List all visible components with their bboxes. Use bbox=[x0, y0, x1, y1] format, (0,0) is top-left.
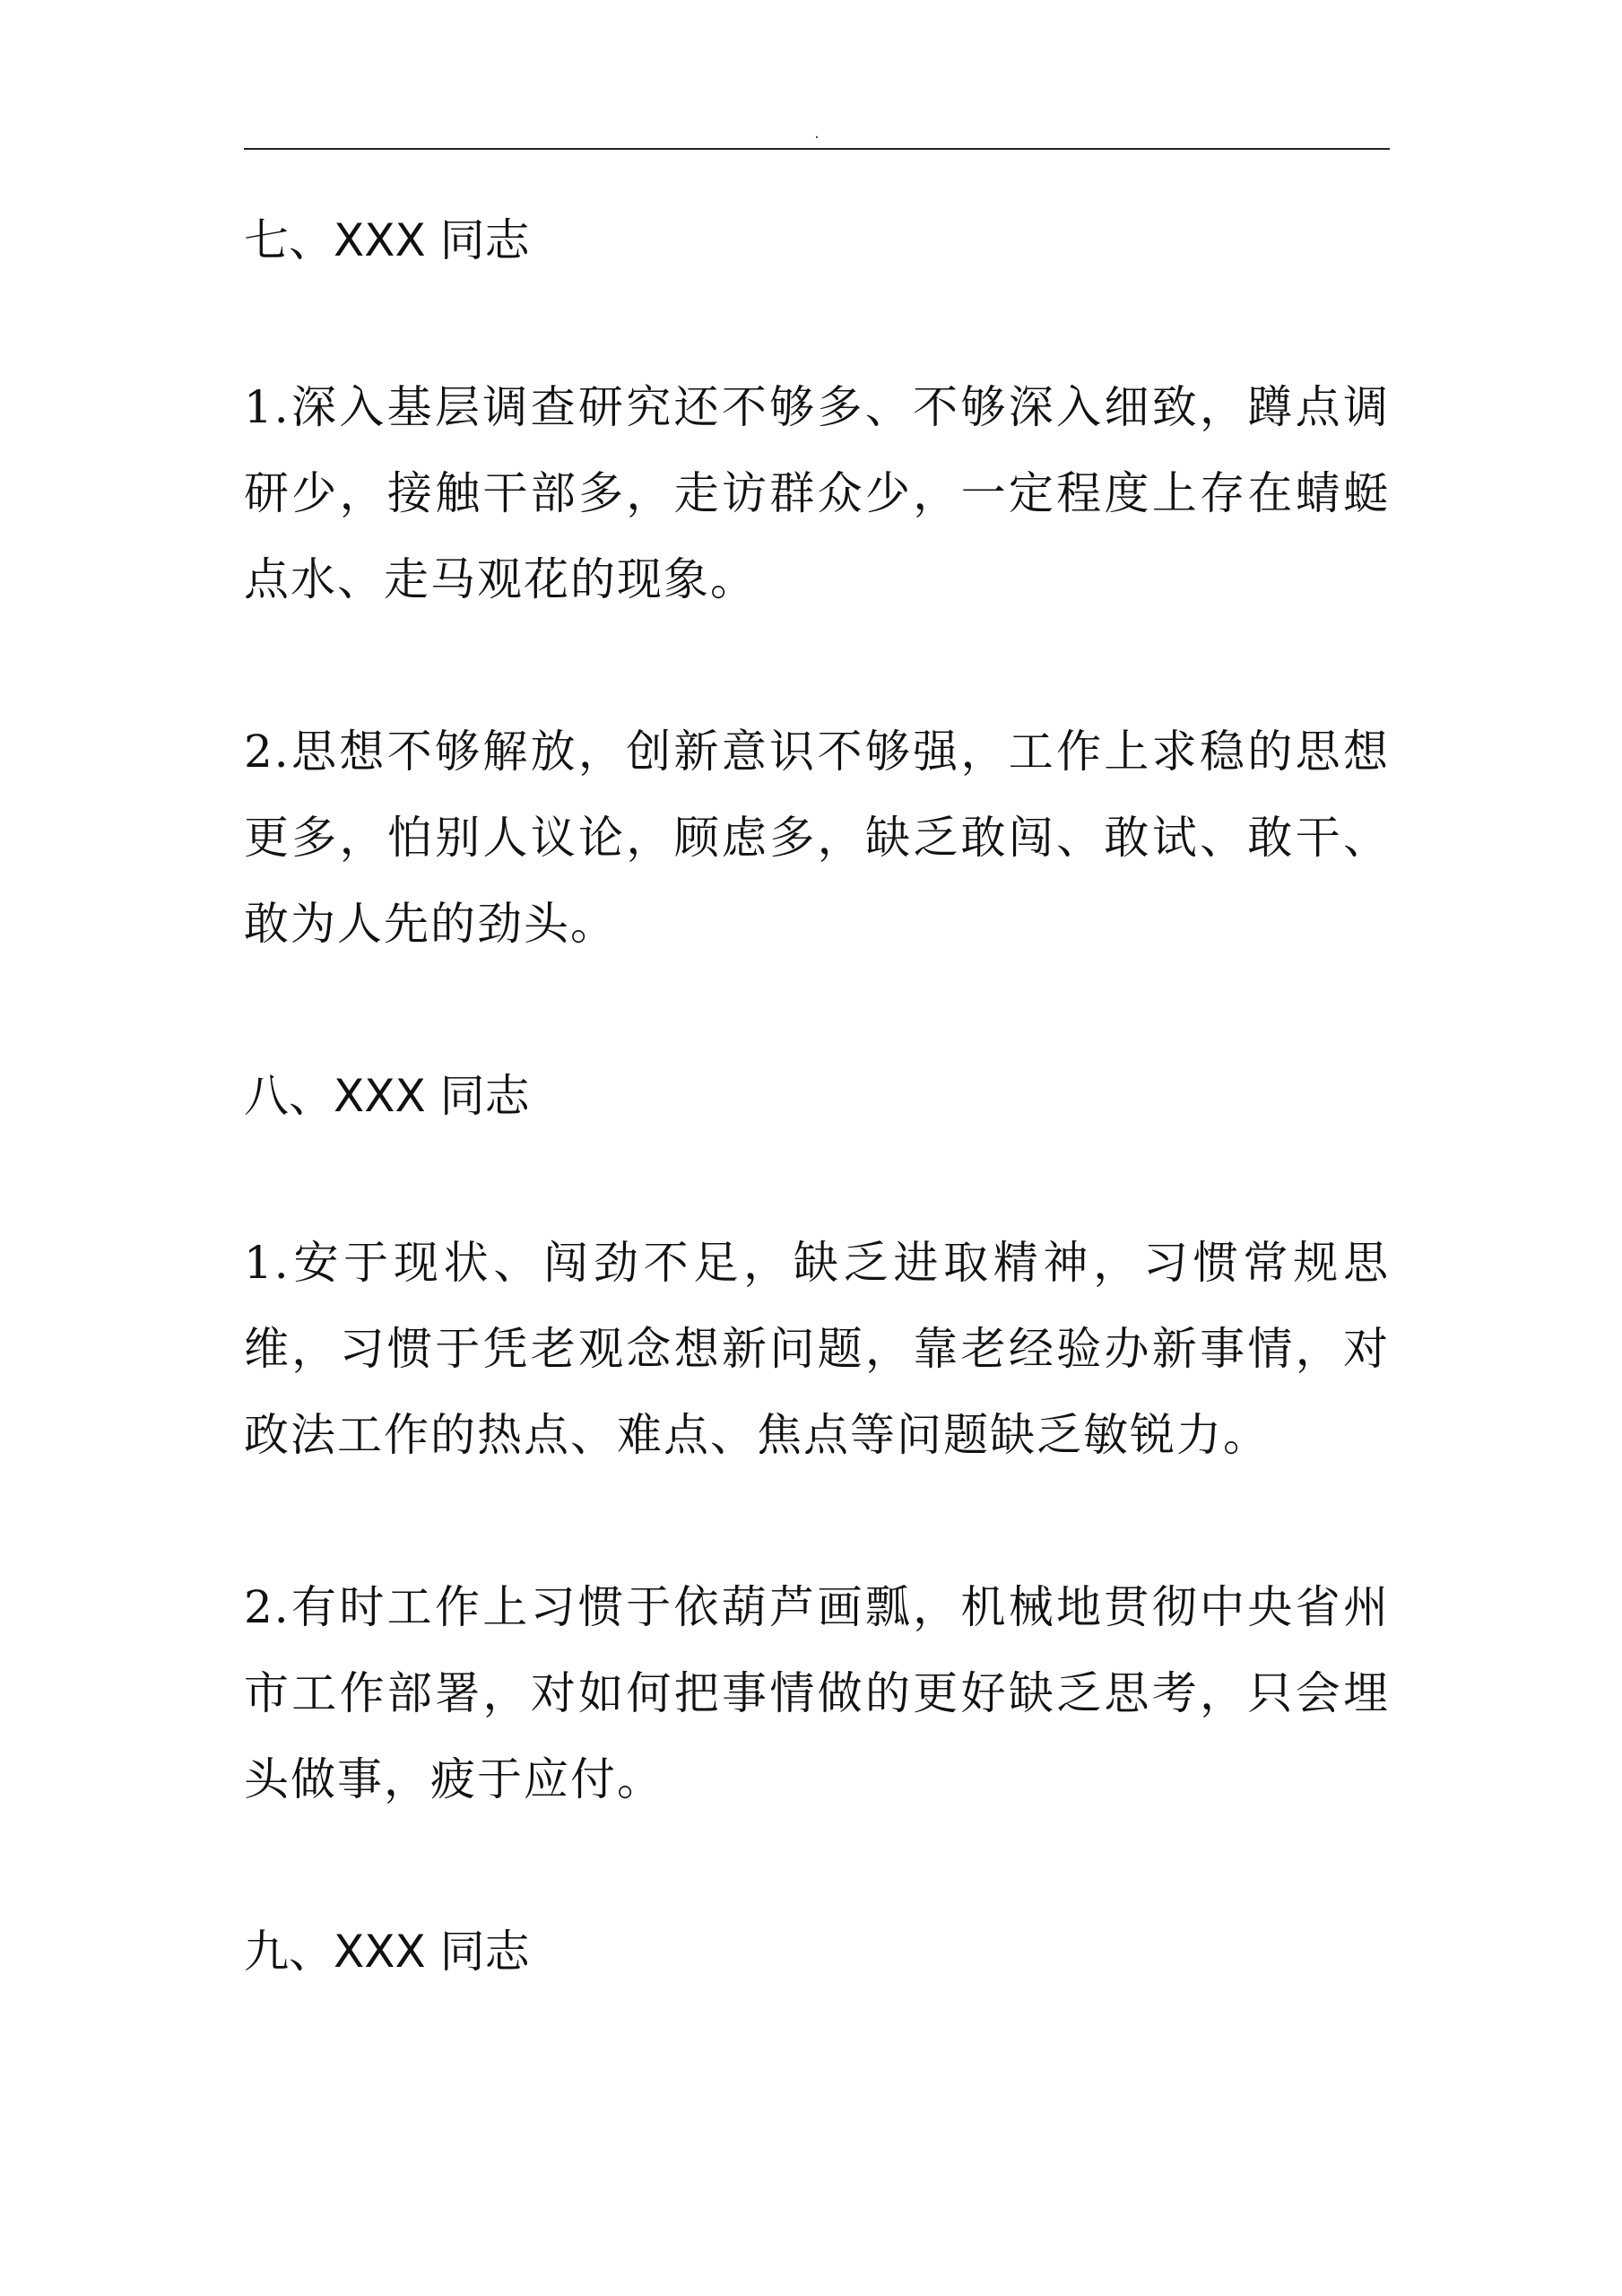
section-heading-9: 九、XXX 同志 bbox=[244, 1926, 530, 1978]
section-8-item-1: 1.安于现状、闯劲不足，缺乏进取精神，习惯常规思维，习惯于凭老观念想新问题，靠老经验办新事情，对政法工作的热点、难点、焦点等问题缺乏敏锐力。 bbox=[244, 1237, 1390, 1461]
section-7-item-2: 2.思想不够解放，创新意识不够强，工作上求稳的思想更多，怕别人议论，顾虑多，缺乏敢闯、敢试、敢干、敢为人先的劲头。 bbox=[244, 726, 1390, 950]
section-heading-8: 八、XXX 同志 bbox=[244, 1070, 530, 1122]
header-dot: . bbox=[814, 124, 820, 143]
section-heading-7: 七、XXX 同志 bbox=[244, 214, 530, 266]
section-7-item-1: 1.深入基层调查研究还不够多、不够深入细致，蹲点调研少，接触干部多，走访群众少，一定程度上存在蜻蜓点水、走马观花的现象。 bbox=[244, 381, 1390, 605]
header-rule bbox=[244, 148, 1390, 150]
document-body bbox=[244, 197, 1390, 1995]
section-8-item-2: 2.有时工作上习惯于依葫芦画瓢，机械地贯彻中央省州市工作部署，对如何把事情做的更好缺乏思考，只会埋头做事，疲于应付。 bbox=[244, 1581, 1390, 1805]
